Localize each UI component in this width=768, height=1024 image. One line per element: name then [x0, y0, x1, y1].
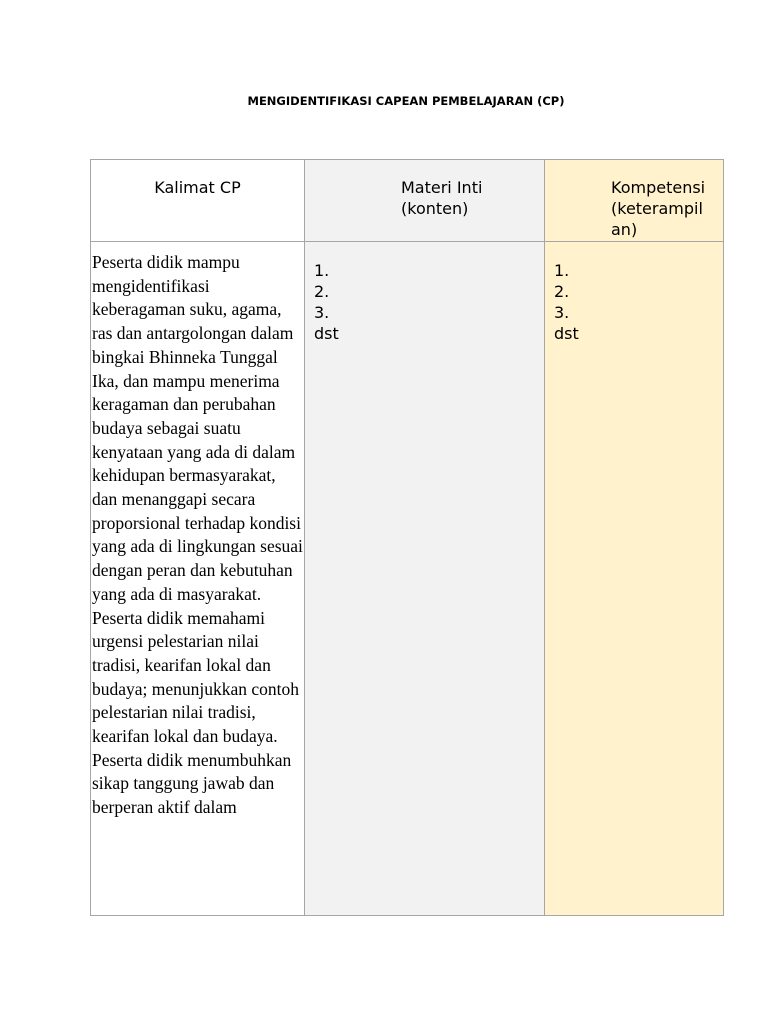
header-kompetensi-line1: Kompetensi	[611, 178, 706, 197]
kompetensi-item-1: 1.	[554, 261, 570, 280]
kompetensi-list	[545, 242, 723, 344]
header-kalimat-cp-label: Kalimat CP	[154, 178, 241, 197]
table-body-row	[91, 242, 724, 916]
document-title: MENGIDENTIFIKASI CAPEAN PEMBELAJARAN (CP)	[247, 94, 565, 108]
header-kompetensi-line3: an)	[611, 220, 638, 239]
kompetensi-item-3: 3.	[554, 303, 570, 322]
materi-inti-list	[305, 242, 544, 344]
materi-inti-cell	[305, 242, 545, 916]
materi-item-3: 3.	[314, 303, 330, 322]
header-kalimat-cp	[91, 160, 305, 242]
table-header-row	[91, 160, 724, 242]
header-kompetensi-line2: (keterampil	[611, 199, 703, 218]
header-materi-inti	[305, 160, 545, 242]
header-materi-inti-line1: Materi Inti	[401, 178, 483, 197]
materi-item-2: 2.	[314, 282, 330, 301]
kompetensi-cell	[545, 242, 724, 916]
cp-paragraph-2: Peserta didik memahami urgensi pelestarian nilai tradisi, kearifan lokal dan budaya; menunjukkan contoh pelestarian nilai tradisi, kearifan lokal dan budaya. Peserta didik menumbuhkan sikap tanggung jawab dan berperan aktif dalam	[92, 607, 300, 818]
kompetensi-item-dst: dst	[554, 324, 579, 343]
materi-item-1: 1.	[314, 261, 330, 280]
cp-table	[90, 159, 724, 916]
cp-paragraph-1: Peserta didik mampu mengidentifikasi keberagaman suku, agama, ras dan antargolongan dalam bingkai Bhinneka Tunggal Ika, dan mampu menerima keragaman dan perubahan budaya sebagai suatu kenyataan yang ada di dalam kehidupan bermasyarakat, dan menanggapi secara proporsional terhadap kondisi yang ada di lingkungan sesuai dengan peran dan kebutuhan yang ada di masyarakat.	[92, 252, 303, 604]
materi-item-dst: dst	[314, 324, 339, 343]
kompetensi-item-2: 2.	[554, 282, 570, 301]
kalimat-cp-cell	[91, 242, 305, 916]
header-kompetensi	[545, 160, 724, 242]
header-materi-inti-line2: (konten)	[401, 199, 469, 218]
